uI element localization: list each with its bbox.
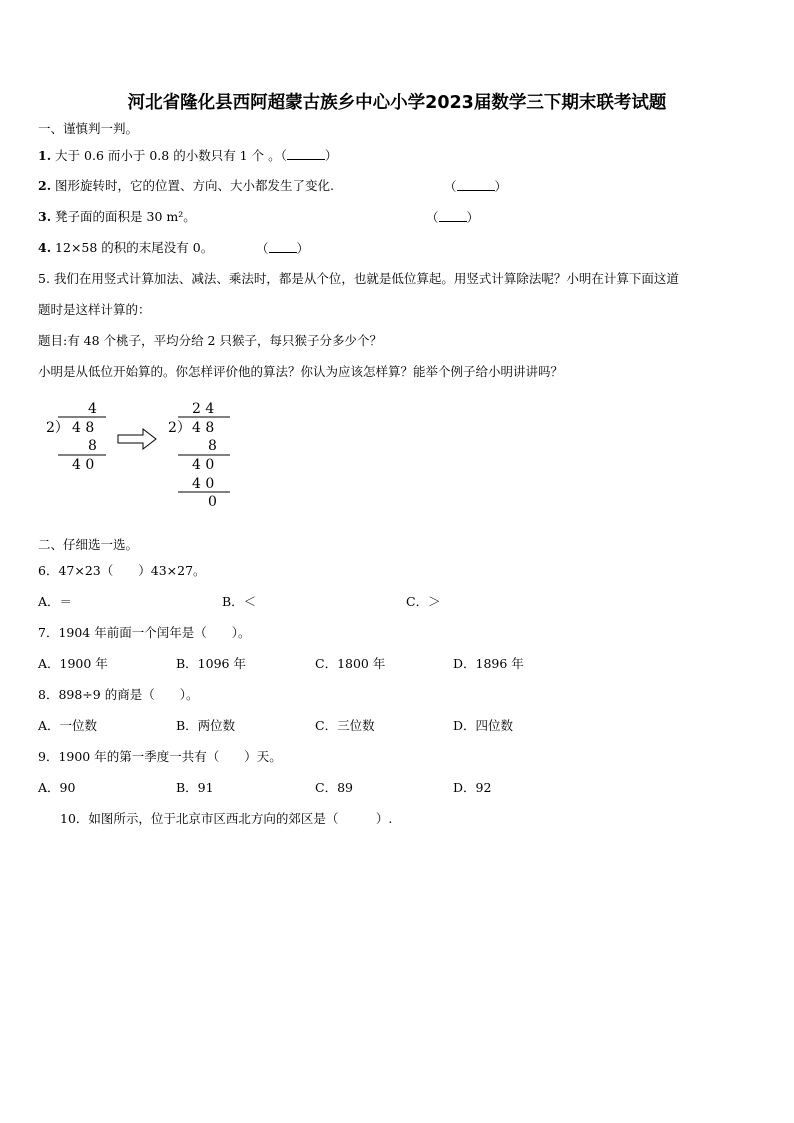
q8-option-d[interactable]: D．四位数 bbox=[453, 718, 514, 733]
page-title: 河北省隆化县西阿超蒙古族乡中心小学2023届数学三下期末联考试题 bbox=[127, 93, 667, 113]
question-8: 8．898÷9 的商是（ ）。 bbox=[38, 687, 199, 702]
left-quotient: 4 bbox=[88, 401, 97, 417]
q2-close: ） bbox=[494, 179, 508, 194]
left-remainder: 4 0 bbox=[72, 457, 95, 473]
q6-option-b[interactable]: B．＜ bbox=[222, 594, 257, 609]
left-subtrahend: 8 bbox=[88, 438, 97, 454]
q2-number: 2. bbox=[38, 178, 52, 193]
right-quotient: 2 4 bbox=[192, 401, 215, 417]
q2-bracket bbox=[444, 178, 507, 195]
right-remainder-2: 0 bbox=[208, 494, 217, 510]
q5-line3: 题目:有 48 个桃子，平均分给 2 只猴子，每只猴子分多少个？ bbox=[38, 333, 382, 348]
q2-text: 图形旋转时，它的位置、方向、大小都发生了变化. bbox=[55, 178, 335, 193]
q9-option-a[interactable]: A．90 bbox=[38, 780, 76, 795]
q9-option-d[interactable]: D．92 bbox=[453, 780, 492, 795]
right-arrow-icon bbox=[118, 429, 156, 449]
section2-heading: 二、仔细选一选。 bbox=[38, 537, 139, 552]
q1-number: 1. bbox=[38, 148, 52, 163]
q1-answer-blank[interactable] bbox=[287, 147, 325, 160]
q3-number: 3. bbox=[38, 209, 52, 224]
question-4 bbox=[38, 240, 213, 256]
long-division-figure bbox=[40, 395, 250, 515]
q7-option-b[interactable]: B．1096 年 bbox=[176, 656, 246, 671]
q7-option-c[interactable]: C．1800 年 bbox=[315, 656, 386, 671]
q9-option-c[interactable]: C．89 bbox=[315, 780, 353, 795]
right-subtrahend-2: 4 0 bbox=[192, 476, 215, 492]
question-3 bbox=[38, 209, 196, 225]
right-dividend: 4 8 bbox=[192, 420, 215, 436]
q1-close: ） bbox=[324, 148, 338, 163]
q6-option-a[interactable]: A．＝ bbox=[38, 594, 73, 609]
q7-option-d[interactable]: D．1896 年 bbox=[453, 656, 524, 671]
question-6: 6．47×23（ ）43×27。 bbox=[38, 563, 206, 578]
q4-answer-blank[interactable] bbox=[269, 240, 297, 253]
q1-text: 大于 0.6 而小于 0.8 的小数只有 1 个 。（ bbox=[55, 148, 287, 163]
q3-answer-blank[interactable] bbox=[439, 209, 467, 222]
q4-close: ） bbox=[296, 241, 310, 256]
q5-line1: 5. 我们在用竖式计算加法、减法、乘法时，都是从个位，也就是低位算起。用竖式计算除法呢？小明在计算下面这道 bbox=[38, 271, 679, 286]
q7-option-a[interactable]: A．1900 年 bbox=[38, 656, 108, 671]
q3-bracket bbox=[426, 209, 479, 226]
left-dividend: 4 8 bbox=[72, 420, 95, 436]
q3-open: （ bbox=[426, 210, 439, 225]
q4-bracket bbox=[256, 240, 309, 257]
q8-option-c[interactable]: C．三位数 bbox=[315, 718, 375, 733]
q3-close: ） bbox=[466, 210, 480, 225]
section1-heading: 一、谨慎判一判。 bbox=[38, 121, 139, 136]
q4-text: 12×58 的积的末尾没有 0。 bbox=[55, 240, 214, 255]
q9-option-b[interactable]: B．91 bbox=[176, 780, 214, 795]
question-10: 10．如图所示，位于北京市区西北方向的郊区是（ ）. bbox=[60, 811, 393, 826]
q2-answer-blank[interactable] bbox=[457, 178, 495, 191]
q5-line4: 小明是从低位开始算的。你怎样评价他的算法？你认为应该怎样算？能举个例子给小明讲讲吗？ bbox=[38, 364, 564, 379]
question-2 bbox=[38, 178, 334, 194]
question-1 bbox=[38, 147, 337, 164]
right-divisor: 2） bbox=[168, 420, 191, 436]
q4-number: 4. bbox=[38, 240, 52, 255]
q3-text: 凳子面的面积是 30 m²。 bbox=[55, 209, 196, 224]
q8-option-a[interactable]: A．一位数 bbox=[38, 718, 98, 733]
right-subtrahend-1: 8 bbox=[208, 438, 217, 454]
q8-option-b[interactable]: B．两位数 bbox=[176, 718, 236, 733]
question-9: 9．1900 年的第一季度一共有（ ）天。 bbox=[38, 749, 282, 764]
q2-open: （ bbox=[444, 179, 457, 194]
right-remainder-1: 4 0 bbox=[192, 457, 215, 473]
q6-option-c[interactable]: C．＞ bbox=[406, 594, 441, 609]
question-7: 7．1904 年前面一个闰年是（ ）。 bbox=[38, 625, 251, 640]
left-divisor: 2） bbox=[46, 420, 69, 436]
q4-open: （ bbox=[256, 241, 269, 256]
q5-line2: 题时是这样计算的： bbox=[38, 302, 151, 317]
